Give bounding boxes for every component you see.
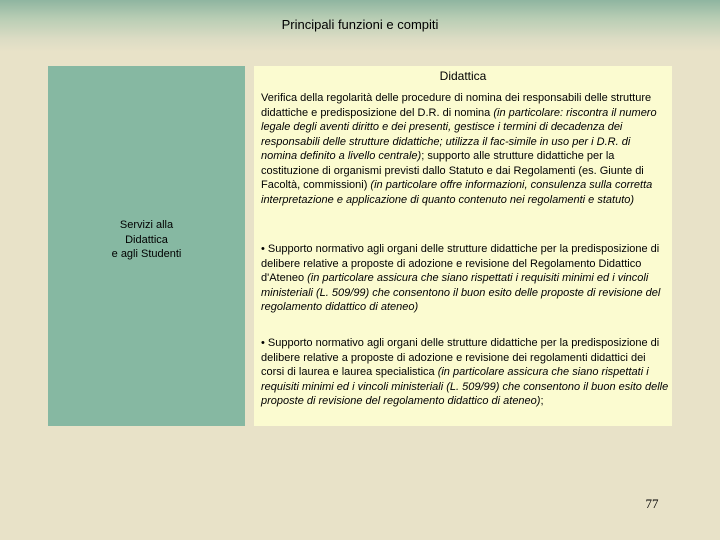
paragraph-3 [261, 336, 669, 409]
section-label [48, 218, 245, 262]
paragraph-1 [261, 91, 669, 207]
paragraph-1-run: (in particolare offre informazioni, consulenza sulla corretta interpretazione e applicazione di quanto contenuto nei regolamenti e statuto) [261, 179, 653, 206]
paragraph-2 [261, 242, 669, 315]
paragraph-1-run: ; supporto alle strutture didattiche per la costituzione di organismi previsti dallo Statuto e dai Regolamenti (es. Giunte di Facoltà, commissioni) [261, 150, 644, 191]
section-label-line-2: Didattica [125, 233, 168, 246]
paragraph-3-run: (in particolare assicura che siano rispettati i requisiti minimi ed i vincoli ministeriali (L. 509/99) che consentono il buon esito delle proposte di revisione del regolamento didattico di ateneo) [261, 366, 669, 407]
content-heading: Didattica [439, 69, 487, 83]
paragraph-2-run: • Supporto normativo agli organi delle strutture didattiche per la predisposizione di delibere relative a proposte di adozione e revisione del Regolamento Didattico d'Ateneo [261, 243, 660, 284]
page-number: 77 [645, 496, 659, 511]
paragraph-1-run: Verifica della regolarità delle procedure di nomina dei responsabili delle strutture didattiche e predisposizione del D.R. di nomina [261, 92, 652, 119]
paragraph-3-run: • Supporto normativo agli organi delle strutture didattiche per la predisposizione di delibere relative a proposte di adozione e revisione dei regolamenti didattici dei corsi di laurea e laurea specialistica [261, 337, 660, 378]
slide-title: Principali funzioni e compiti [281, 17, 439, 32]
section-label-line-3: e agli Studenti [111, 248, 182, 260]
section-label-line-1: Servizi alla [119, 219, 174, 231]
paragraph-2-run: (in particolare assicura che siano rispettati i requisiti minimi ed i vincoli ministeriali (L. 509/99) che consentono il buon esito delle proposte di revisione del regolamento didattico di ateneo) [261, 272, 661, 313]
paragraph-3-run: ; [540, 395, 544, 407]
paragraph-1-run: (in particolare: riscontra il numero legale degli aventi diritto e dei presenti, gestisce i termini di decadenza dei responsabili delle strutture didattiche; utilizza il fac-simile in uso per i D.R. di nomina definito a livello centrale) [261, 106, 657, 162]
